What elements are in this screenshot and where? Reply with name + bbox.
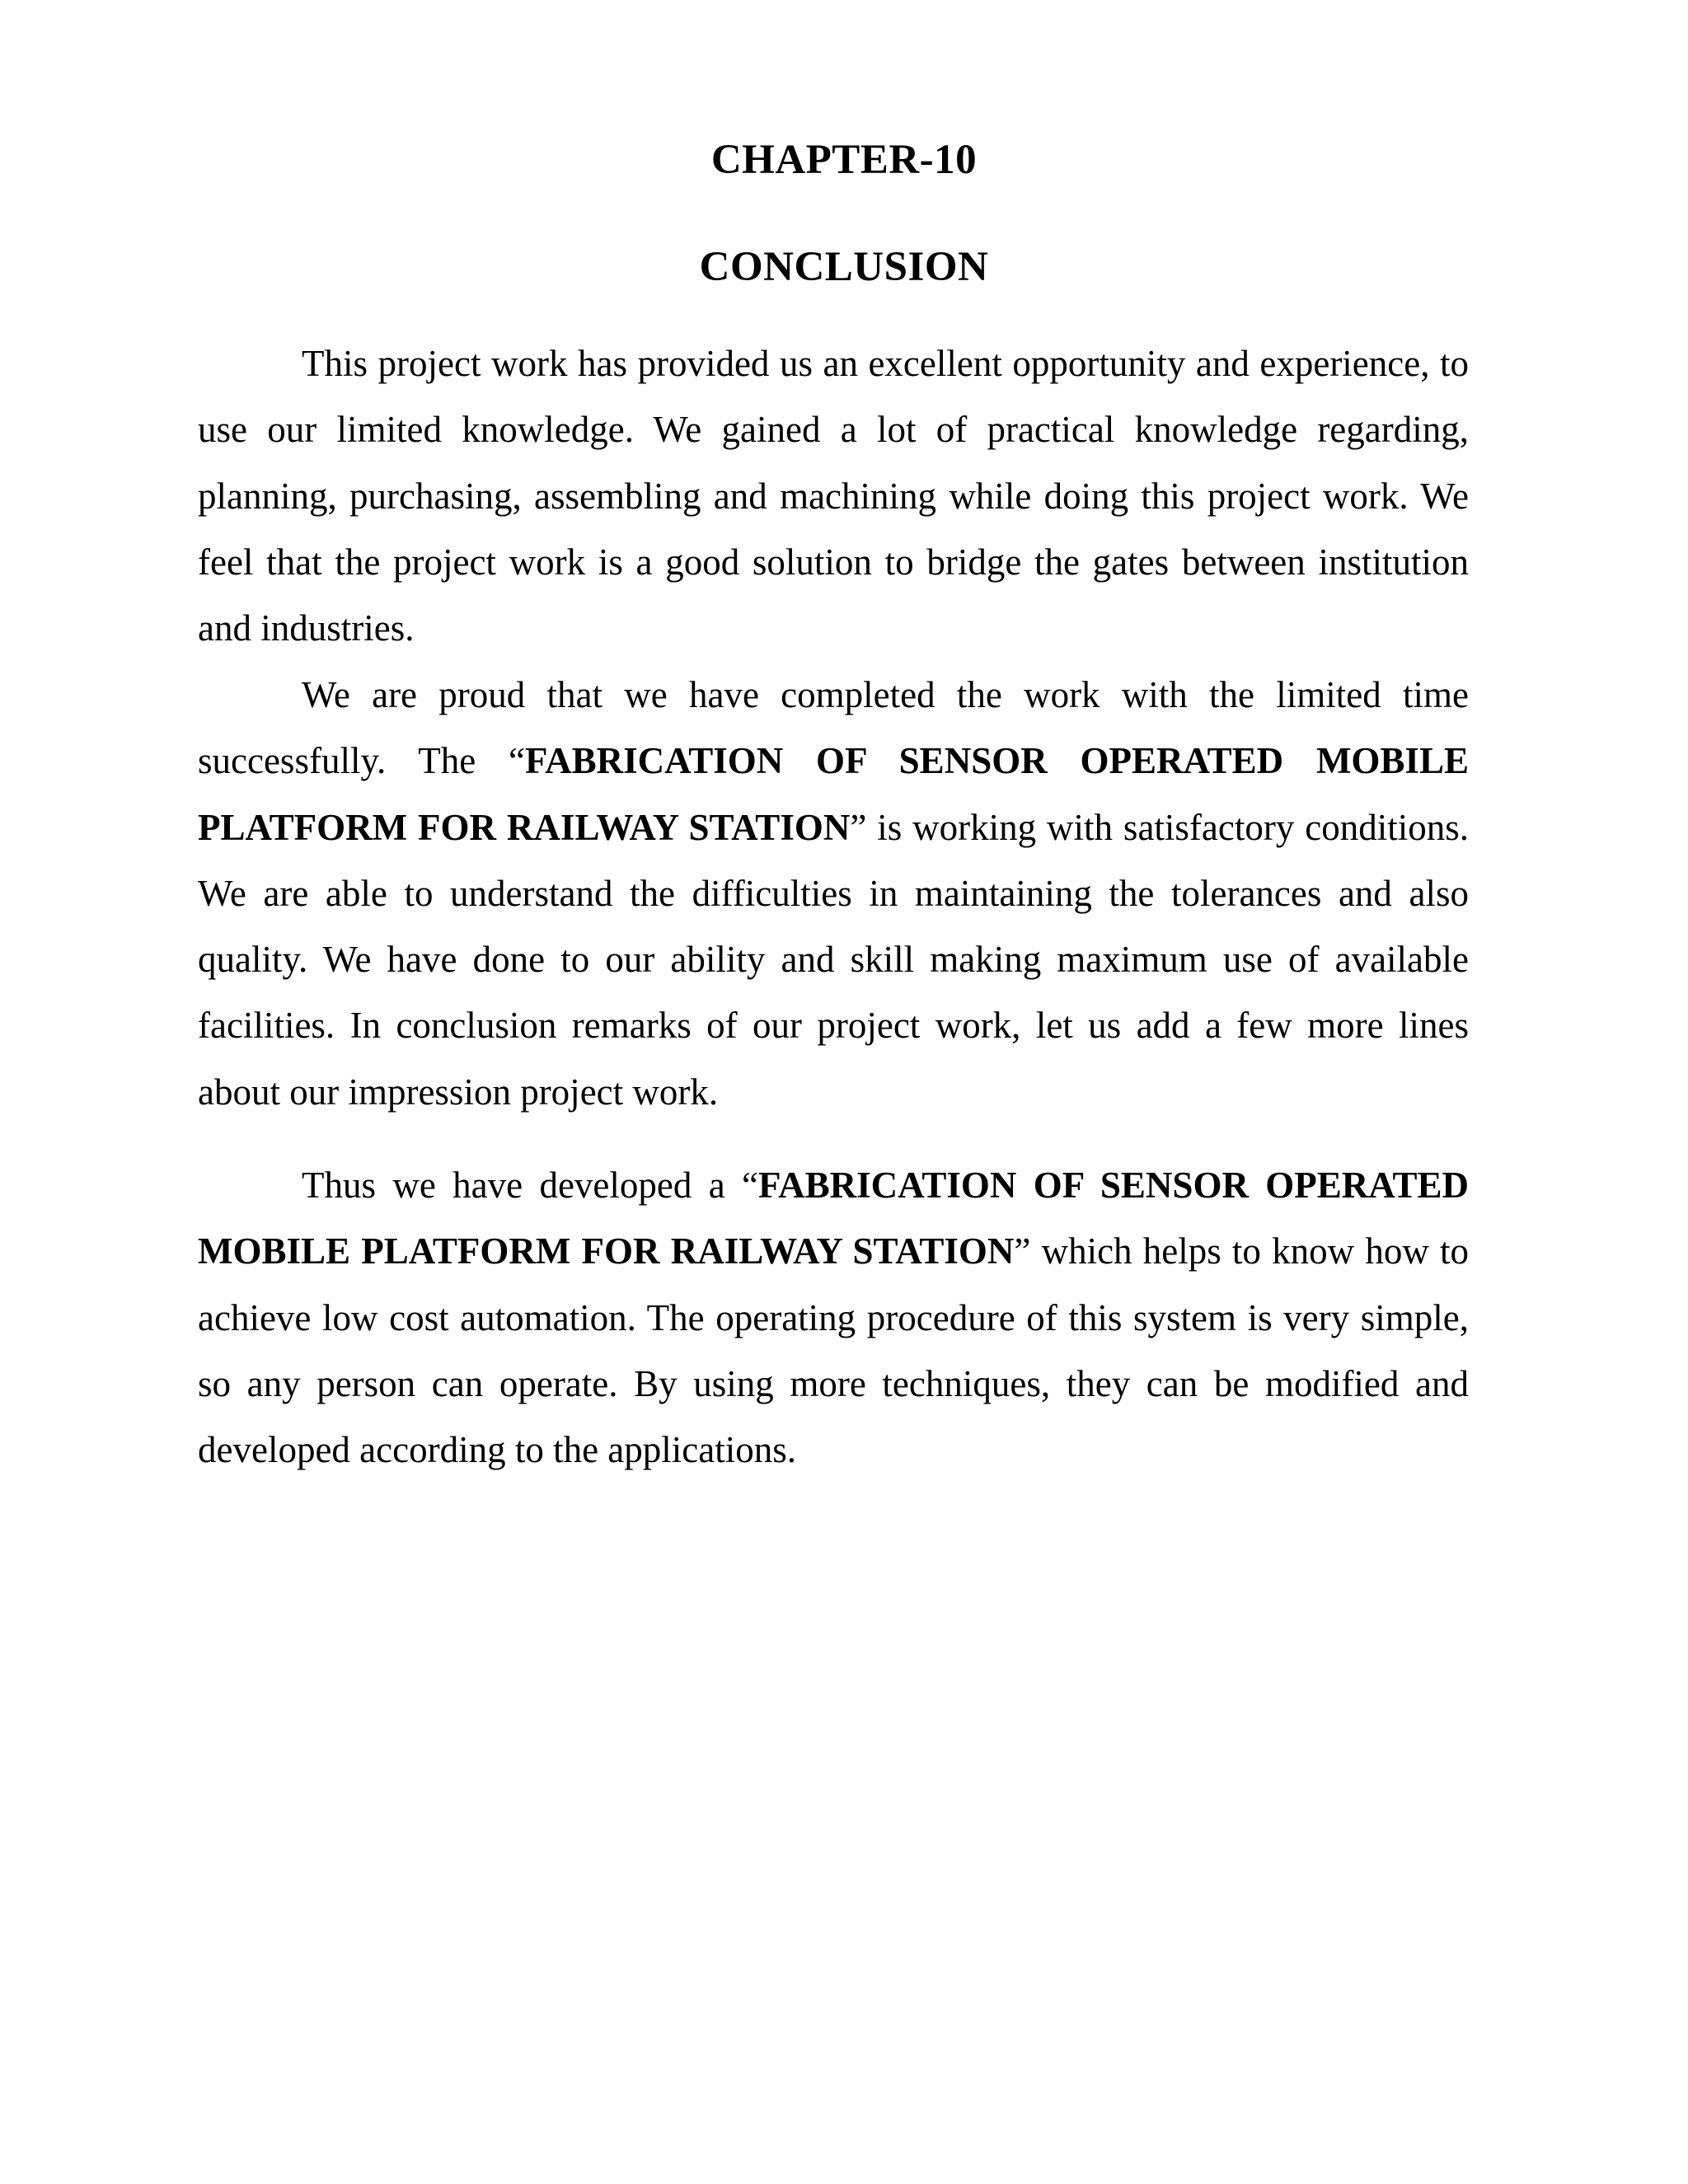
page-title: CONCLUSION [699, 244, 989, 290]
paragraph-1 [198, 330, 1469, 661]
chapter-number: CHAPTER-10 [710, 137, 978, 183]
paragraph-3-text-start: Thus we have developed a “ [302, 1165, 759, 1206]
paragraph-3 [198, 1152, 1469, 1483]
paragraph-2 [198, 662, 1469, 1125]
paragraph-2-text-end: ” is working with satisfactory conditions. We are able to understand the difficulties in maintaining the tolerances and also quality. We have done to our ability and skill making maximum use of available facilities. In conclusion remarks of our project work, let us add a few more lines about our impression project work. [198, 806, 1469, 1113]
project-title-bold: FABRICATION OF SENSOR OPERATED MOBILE PLATFORM FOR RAILWAY STATION [198, 1165, 1469, 1272]
paragraph-2-text-start: We are proud that we have completed the work with the limited time successfully. The “ [198, 674, 1469, 782]
paragraph-3-text-end: ” which helps to know how to achieve low cost automation. The operating procedure of this system is very simple, so any person can operate. By using more techniques, they can be modified and developed according to the applications. [198, 1230, 1470, 1471]
project-title-bold: FABRICATION OF SENSOR OPERATED MOBILE PLATFORM FOR RAILWAY STATION [198, 740, 1469, 848]
paragraph-1-text: This project work has provided us an excellent opportunity and experience, to use our limited knowledge. We gained a lot of practical knowledge regarding, planning, purchasing, assembling and machining while doing this project work. We feel that the project work is a good solution to bridge the gates between institution and industries. [198, 343, 1469, 649]
